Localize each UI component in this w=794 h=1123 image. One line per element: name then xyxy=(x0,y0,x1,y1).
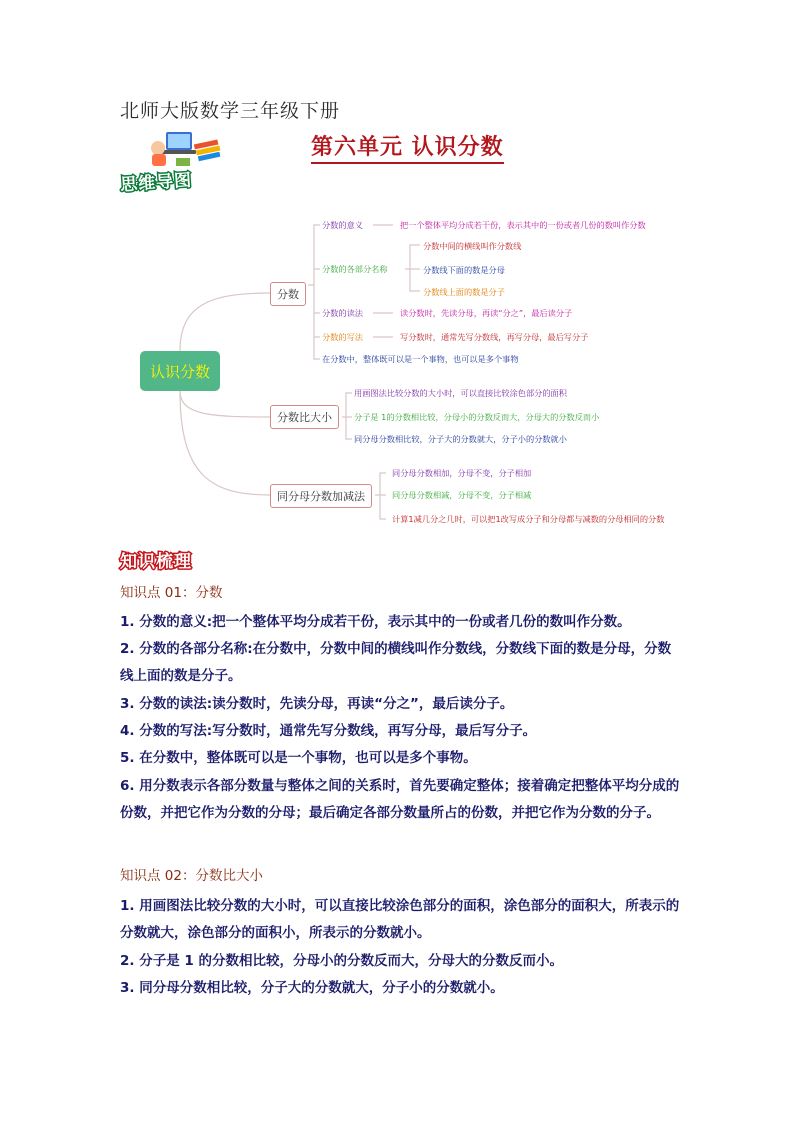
leaf-parts-label: 分数的各部分名称 xyxy=(322,264,388,274)
kp01-item-2: 2. 分数的各部分名称:在分数中，分数中间的横线叫作分数线，分数线下面的数是分母，分数线上面的数是分子。 xyxy=(120,641,672,684)
kp01-item-6: 6. 用分数表示各部分数量与整体之间的关系时，首先要确定整体；接着确定把整体平均分成的份数，并把它作为分数的分母；最后确定各部分数量所占的份数，并把它作为分数的分子。 xyxy=(120,778,680,821)
kp02-item-3: 3. 同分母分数相比较，分子大的分数就大，分子小的分数就小。 xyxy=(120,980,504,996)
kp02-item-2: 2. 分子是 1 的分数相比较，分母小的分数反而大，分母大的分数反而小。 xyxy=(120,953,564,969)
leaf-reading-detail: 读分数时，先读分母，再读“分之”，最后读分子 xyxy=(400,308,573,318)
branch-same-denominator: 同分母分数加减法 xyxy=(270,484,372,508)
leaf-compare-area: 用画图法比较分数的大小时，可以直接比较涂色部分的面积 xyxy=(354,388,567,398)
leaf-one-minus: 计算1减几分之几时，可以把1改写成分子和分母都与减数的分母相同的分数 xyxy=(392,514,665,524)
leaf-compare-unit-fraction: 分子是 1的分数相比较，分母小的分数反而大，分母大的分数反而小 xyxy=(354,412,600,422)
knowledge-point-01-heading: 知识点 01：分数 xyxy=(120,585,223,601)
mindmap-root: 认识分数 xyxy=(140,351,220,391)
mindmap-heading: 思维导图 xyxy=(119,170,193,196)
leaf-whole-note: 在分数中，整体既可以是一个事物，也可以是多个事物 xyxy=(322,354,519,364)
leaf-reading-label: 分数的读法 xyxy=(322,308,363,318)
leaf-parts-sub-numerator: 分数线上面的数是分子 xyxy=(423,287,505,297)
leaf-parts-sub-denominator: 分数线下面的数是分母 xyxy=(423,265,505,275)
document-series-title: 北师大版数学三年级下册 xyxy=(120,100,341,122)
branch-fractions: 分数 xyxy=(270,282,306,306)
knowledge-point-02-heading: 知识点 02：分数比大小 xyxy=(120,868,263,884)
leaf-meaning-label: 分数的意义 xyxy=(322,220,363,230)
kp01-item-3: 3. 分数的读法:读分数时，先读分母，再读“分之”，最后读分子。 xyxy=(120,696,514,712)
leaf-meaning-detail: 把一个整体平均分成若干份，表示其中的一份或者几份的数叫作分数 xyxy=(400,220,646,230)
leaf-parts-sub-line: 分数中间的横线叫作分数线 xyxy=(423,241,522,251)
leaf-compare-same-denominator: 同分母分数相比较，分子大的分数就大，分子小的分数就小 xyxy=(354,434,567,444)
kp01-item-1: 1. 分数的意义:把一个整体平均分成若干份，表示其中的一份或者几份的数叫作分数。 xyxy=(120,614,631,630)
leaf-add: 同分母分数相加，分母不变，分子相加 xyxy=(392,468,532,478)
branch-compare-fractions: 分数比大小 xyxy=(270,405,339,429)
kp01-item-4: 4. 分数的写法:写分数时，通常先写分数线，再写分母，最后写分子。 xyxy=(120,723,537,739)
mind-map xyxy=(130,205,690,535)
kp01-item-5: 5. 在分数中，整体既可以是一个事物，也可以是多个事物。 xyxy=(120,750,477,766)
knowledge-heading: 知识梳理 xyxy=(120,552,192,572)
kp02-item-1: 1. 用画图法比较分数的大小时，可以直接比较涂色部分的面积，涂色部分的面积大，所表示的分数就大，涂色部分的面积小，所表示的分数就小。 xyxy=(120,898,680,941)
leaf-subtract: 同分母分数相减，分母不变，分子相减 xyxy=(392,490,532,500)
books-laptop-illustration xyxy=(146,126,224,170)
leaf-writing-label: 分数的写法 xyxy=(322,332,363,342)
leaf-writing-detail: 写分数时，通常先写分数线，再写分母，最后写分子 xyxy=(400,332,589,342)
unit-title: 第六单元 认识分数 xyxy=(311,130,504,164)
